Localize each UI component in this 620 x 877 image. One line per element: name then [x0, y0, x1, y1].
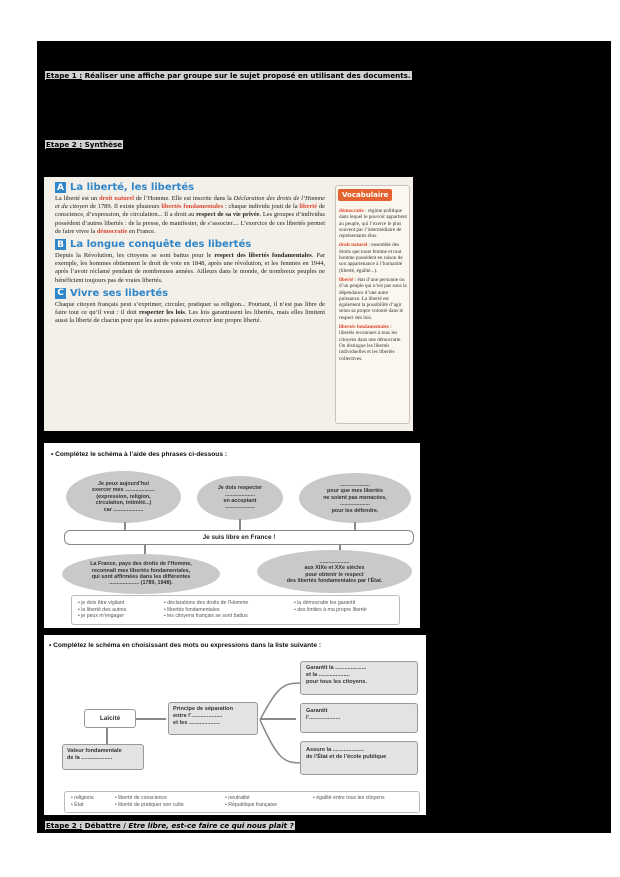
vocabulary-item [339, 324, 407, 362]
vocabulary-item [339, 208, 407, 239]
vocabulary-definition: : état d’une personne ou d’un peuple qui n’est pas sous la dépendance d’une autre puissance. La liberté est également la possibilité d’agir selon sa propre volonté dans le respect des lois. [339, 276, 407, 321]
vocabulary-term: droit naturel [339, 242, 368, 249]
etape1-heading: Etape 1 : Réaliser une affiche par groupe sur le sujet proposé en utilisant des documents. [46, 71, 411, 80]
text-run: : chaque individu jouit de la [223, 203, 300, 211]
arrow-connector [136, 718, 166, 720]
text-run: Depuis la Révolution, les citoyens se sont battus pour le [55, 252, 215, 260]
vocabulary-definition: : ensemble des droits que toute femme et tout homme possèdent en raison de son appartenance à l’humanité (liberté, égalité...). [339, 242, 403, 274]
text-run: Chaque citoyen français peut s’exprimer, circuler, pratiquer sa religion... Pourtant, il n’est pas libre de faire tout ce qu’il veut : il doit [55, 300, 325, 317]
section-title: La liberté, les libertés [70, 182, 195, 193]
text-run: Déclaration des droits de l’Homme et du citoyen [55, 195, 325, 211]
box-assure-neutralite: Assure la .................... de l’État et de l’école publique [300, 741, 418, 775]
word-list-col: • je dois être vigilant • la liberté des autres • je peux m’engager [78, 600, 127, 620]
branch-arrows [258, 675, 304, 785]
box-laicite: Laïcité [84, 709, 136, 728]
section-body [55, 301, 325, 326]
text-run: . Les groupes d’individus possèdent d’autres libertés : de la presse, de manifester, de s’associer.... L’exercice de ces libertés permet de faire vivre la [55, 211, 325, 235]
vocabulary-title: Vocabulaire [338, 189, 392, 201]
section-title: Vivre ses libertés [70, 287, 169, 299]
section-badge: C [55, 288, 66, 299]
schema2-word-list [64, 791, 420, 813]
word-list-col: • religions • État [71, 795, 94, 808]
word-list-col: • égalité entre tous les citoyens [313, 795, 385, 801]
text-run: de 1789. Il existe plusieurs [88, 203, 162, 211]
section-header [55, 239, 325, 250]
vocabulary-definition: : libertés reconnues à tous les citoyens dans une démocratie. On distingue les libertés individuelles et les libertés collectives. [339, 324, 402, 362]
text-run: de conscience, d’expression, de circulation... Il a droit au [55, 203, 325, 219]
lesson-section [55, 239, 325, 285]
word-list-col: • neutralité • République française [225, 795, 277, 808]
text-run: droit naturel [99, 195, 135, 202]
vocabulary-term: démocratie [339, 208, 364, 214]
section-title: La longue conquête des libertés [70, 239, 252, 251]
text-run: respect des libertés fondamentales [214, 252, 312, 260]
word-list-col: • liberté de conscience • liberté de pratiquer son culte [115, 795, 184, 808]
lesson-section [55, 182, 325, 236]
text-run: démocratie [96, 227, 128, 235]
vocabulary-definition: : régime politique dans lequel le pouvoir appartient au peuple, qui l’exerce le plus souvent par l’intermédiaire de représentants élus. [339, 208, 407, 240]
vocabulary-item [339, 242, 407, 273]
vocabulary-term: liberté [339, 276, 354, 283]
vocabulary-list [339, 208, 407, 365]
box-valeur-fondamentale: Valeur fondamentale de la .................... [62, 744, 144, 770]
vocabulary-item [339, 277, 407, 321]
schema-panel-1 [44, 443, 420, 628]
text-run: . Par exemple, les hommes obtiennent le droit de vote en 1848, après une révolution, et les femmes en 1944, après l’avoir réclamé pendant de nombreuses années. Ailleurs dans le monde, de nombreux peuples ne bénéficient toujours pas de vraies libertés. [55, 252, 325, 284]
text-run: respect de sa vie privée [196, 211, 260, 219]
schema1-word-list [71, 595, 400, 625]
oval-vigilant: .................... pour que mes libertés ne soient pas menacées, .................... pour les défendre. [299, 473, 411, 523]
text-run: liberté [299, 203, 318, 211]
section-badge: B [55, 239, 66, 250]
section-body [55, 195, 325, 236]
lesson-section [55, 288, 325, 326]
etape2-synthese-heading: Etape 2 : Synthèse [46, 140, 123, 149]
box-garantit-liberte: Garantit la .................... et la .................... pour tous les citoyens. [300, 661, 418, 695]
schema-panel-2 [44, 635, 426, 815]
box-principe-separation: Principe de séparation entre l’.................... et les .................... [168, 702, 258, 735]
word-list-col: • déclarations des droits de l’Homme • libertés fondamentales • les citoyens français se sont battus [164, 600, 249, 620]
vocabulary-term: libertés fondamentales [339, 324, 389, 331]
section-header [55, 182, 325, 193]
oval-citoyens-battus: .................... aux XIXe et XXe siècles pour obtenir le respect des libertés fondamentales par l’État. [257, 550, 412, 593]
vocabulary-box [335, 185, 410, 424]
text-run: en France. [127, 227, 156, 235]
text-run: respecter les lois [139, 309, 185, 317]
oval-exercer-libertes: Je peux aujourd’hui exercer mes .................... (expression, religion, circulation, intimité...) car .................... [66, 471, 181, 523]
word-list-col: • la démocratie les garantit • des limites à ma propre liberté [294, 600, 367, 613]
etape2-debat-heading: Etape 2 : Débattre / Etre libre, est-ce faire ce qui nous plait ? [46, 821, 294, 830]
text-run: de l’Homme. Elle est inscrite dans la [134, 195, 234, 202]
section-body [55, 252, 325, 285]
schema1-instruction: • Complétez le schéma à l’aide des phrases ci-dessous : [51, 451, 228, 458]
connector-line [106, 727, 108, 745]
lesson-sections [55, 182, 325, 328]
section-badge: A [55, 182, 66, 193]
schema2-instruction: • Complétez le schéma en choisissant des mots ou expressions dans la liste suivante : [49, 642, 322, 649]
oval-droits-homme: La France, pays des droits de l’Homme, reconnaît mes libertés fondamentales, qui sont affirmées dans les différentes .................... (1789, 1948). [62, 554, 220, 594]
text-run: . Les lois garantissent les libertés, mais elles limitent aussi la liberté de chacun pour que les autres puissent exercer leur propre liberté. [55, 309, 325, 325]
oval-respecter: Je dois respecter .................... en acceptant .................... [197, 476, 283, 520]
text-run: libertés fondamentales [161, 203, 224, 211]
text-run: La liberté est un [55, 195, 100, 202]
schema1-banner: Je suis libre en France ! [64, 530, 414, 545]
section-header [55, 288, 325, 299]
lesson-panel [44, 177, 413, 431]
box-garantit-egalite: Garantit l’.................... [300, 703, 418, 733]
